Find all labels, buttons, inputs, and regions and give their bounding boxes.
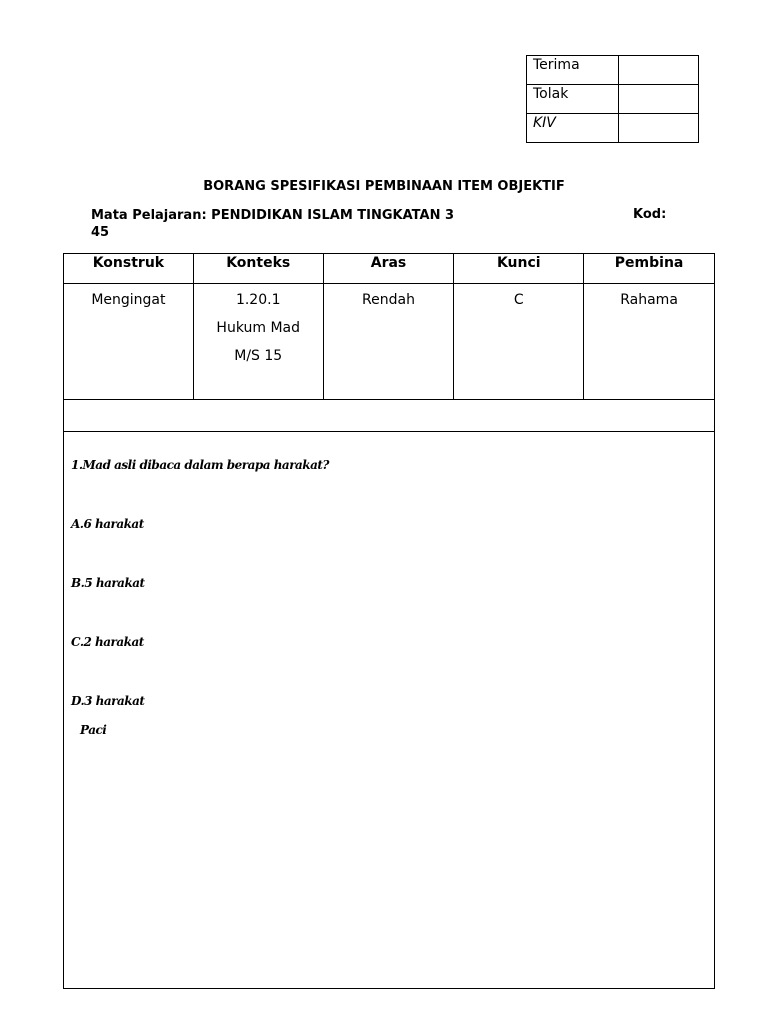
cell-konteks — [193, 284, 323, 400]
specification-table — [63, 253, 715, 432]
status-row-tolak — [527, 85, 699, 114]
konstruk-value: Mengingat — [91, 292, 166, 308]
konteks-line-1: 1.20.1 — [235, 292, 281, 308]
header-pembina: Pembina — [584, 254, 715, 284]
status-row-kiv — [527, 114, 699, 143]
author-note: Paci — [80, 723, 107, 737]
status-label-terima: Terima — [527, 56, 619, 85]
form-title: BORANG SPESIFIKASI PEMBINAAN ITEM OBJEKTIF — [203, 179, 565, 194]
spec-data-row — [64, 284, 715, 400]
status-value-terima — [619, 56, 699, 85]
question-box — [63, 427, 715, 989]
pembina-value: Rahama — [620, 292, 678, 308]
cell-konstruk — [64, 284, 194, 400]
header-konteks: Konteks — [193, 254, 323, 284]
option-d: D.3 harakat — [71, 694, 145, 708]
status-row-terima — [527, 56, 699, 85]
option-b: B.5 harakat — [71, 576, 145, 590]
option-c: C.2 harakat — [71, 635, 144, 649]
cell-kunci — [454, 284, 584, 400]
cell-pembina — [584, 284, 715, 400]
header-konstruk: Konstruk — [64, 254, 194, 284]
question-stem: 1.Mad asli dibaca dalam berapa harakat? — [71, 458, 329, 472]
option-a: A.6 harakat — [71, 517, 144, 531]
status-box — [526, 55, 699, 143]
kunci-value: C — [513, 292, 524, 308]
subject-label: Mata Pelajaran: PENDIDIKAN ISLAM TINGKATAN 3 — [91, 208, 455, 223]
status-value-tolak — [619, 85, 699, 114]
konteks-line-3: M/S 15 — [234, 348, 283, 364]
kod-label: Kod: — [633, 207, 667, 222]
spec-header-row — [64, 254, 715, 284]
status-value-kiv — [619, 114, 699, 143]
status-label-kiv: KIV — [527, 114, 619, 143]
konteks-line-2: Hukum Mad — [216, 320, 301, 336]
header-aras: Aras — [323, 254, 454, 284]
cell-aras — [323, 284, 454, 400]
status-label-tolak: Tolak — [527, 85, 619, 114]
header-kunci: Kunci — [454, 254, 584, 284]
aras-value: Rendah — [362, 292, 415, 308]
subject-code: 45 — [91, 225, 110, 240]
